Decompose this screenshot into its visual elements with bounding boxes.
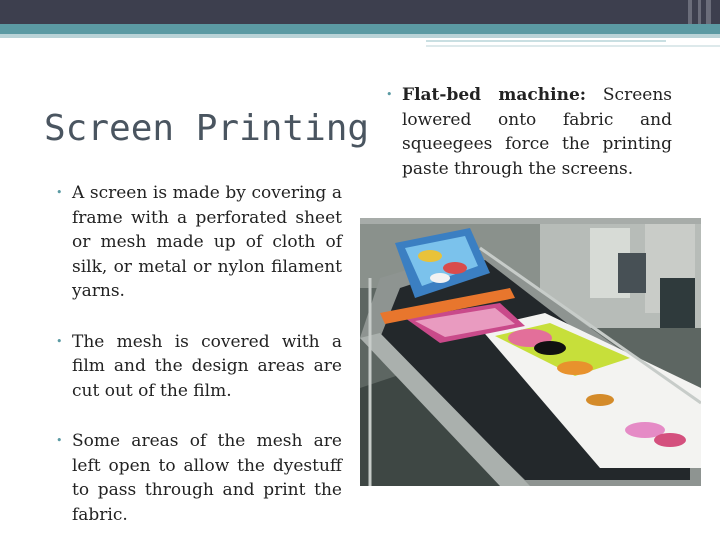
header-thin-line bbox=[426, 45, 720, 47]
bullet-dot-icon: • bbox=[56, 334, 63, 348]
bullet-item bbox=[54, 330, 342, 404]
bullet-dot-icon: • bbox=[386, 88, 393, 101]
header-stripe bbox=[698, 0, 701, 24]
bullet-item bbox=[54, 429, 342, 527]
right-bullet-list bbox=[384, 83, 672, 181]
header-bar bbox=[0, 0, 720, 24]
bullet-item bbox=[384, 83, 672, 181]
header-stripe bbox=[688, 0, 692, 24]
bullet-term: Flat-bed machine: bbox=[402, 85, 587, 105]
bullet-dot-icon: • bbox=[56, 434, 63, 447]
header-thin-line bbox=[426, 40, 666, 42]
header-stripe bbox=[706, 0, 711, 24]
header-accent-bar bbox=[0, 24, 720, 34]
bullet-text: Some areas of the mesh are left open to allow the dyestuff to pass through and print the fabric. bbox=[72, 431, 342, 525]
header-light-bar bbox=[0, 34, 720, 38]
slide-title: Screen Printing bbox=[44, 108, 370, 149]
left-bullet-list bbox=[54, 181, 342, 553]
bullet-text: Screens lowered onto fabric and squeegees force the printing paste through the screens. bbox=[402, 85, 672, 179]
bullet-text: A screen is made by covering a frame with a perforated sheet or mesh made up of cloth of silk, or metal or nylon filament yarns. bbox=[72, 183, 342, 301]
bullet-dot-icon: • bbox=[56, 186, 63, 199]
flatbed-machine-photo bbox=[360, 218, 701, 486]
bullet-text: The mesh is covered with a film and the design areas are cut out of the film. bbox=[72, 331, 342, 401]
bullet-item bbox=[54, 181, 342, 304]
